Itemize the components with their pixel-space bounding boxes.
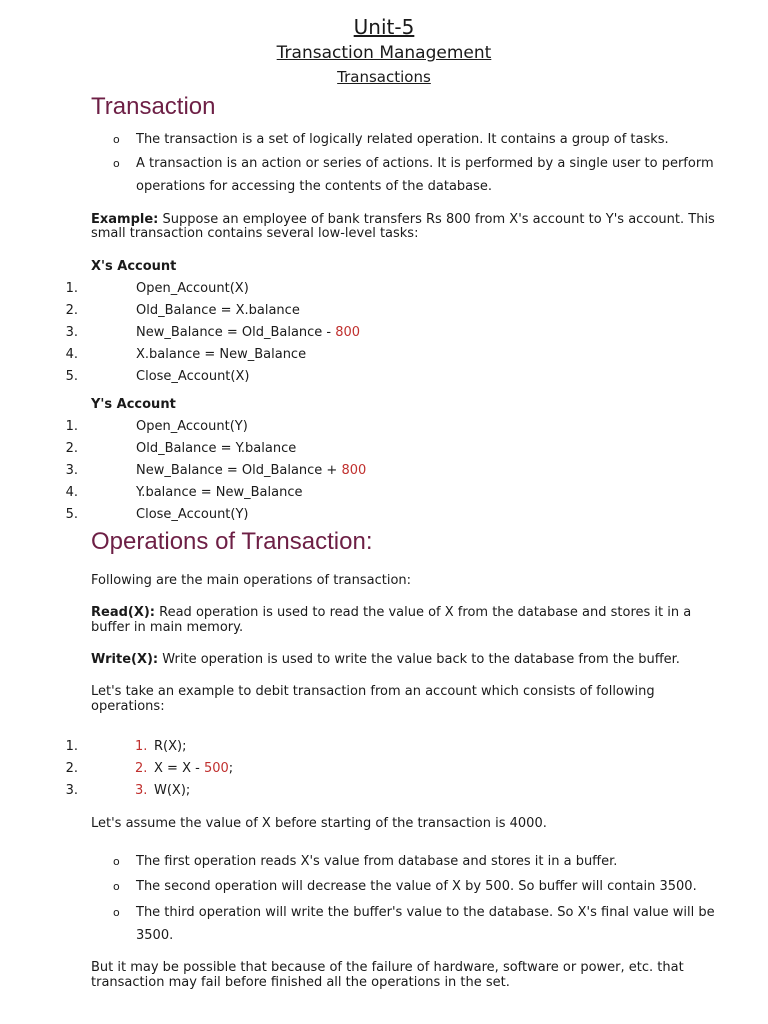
code-text: New_Balance = Old_Balance + <box>136 463 342 478</box>
example-debit-text-continued: operations: <box>91 699 165 714</box>
line-number: 3. <box>65 783 78 798</box>
bullet-marker: o <box>113 880 120 893</box>
example-debit-text: Let's take an example to debit transaction from an account which consists of following <box>91 684 655 699</box>
read-text: Read operation is used to read the value of X from the database and stores it in a <box>155 605 692 620</box>
code-line <box>136 369 249 384</box>
operation-text: X = X - <box>154 761 204 776</box>
bullet-text: The first operation reads X's value from database and stores it in a buffer. <box>136 854 618 869</box>
read-label: Read(X): <box>91 605 156 620</box>
bullet-text: A transaction is an action or series of actions. It is performed by a single user to perform <box>136 156 714 171</box>
line-number: 5. <box>65 369 78 384</box>
code-line <box>136 281 249 296</box>
code-line <box>136 441 296 456</box>
code-line <box>136 303 300 318</box>
operation-text: W(X); <box>154 783 191 798</box>
bullet-text-continued: operations for accessing the contents of the database. <box>136 179 493 194</box>
code-line <box>136 419 248 434</box>
line-number: 3. <box>65 463 78 478</box>
example-label: Example: <box>91 212 159 227</box>
read-paragraph <box>91 605 691 620</box>
code-text: Close_Account(X) <box>136 369 250 384</box>
code-text: Open_Account(X) <box>136 281 249 296</box>
line-number: 2. <box>65 441 78 456</box>
code-line <box>136 347 306 362</box>
bullet-text: The third operation will write the buffer's value to the database. So X's final value will be <box>136 905 715 920</box>
line-number: 4. <box>65 485 78 500</box>
bullet-marker: o <box>113 133 120 146</box>
inner-step-number: 1. <box>135 739 148 754</box>
inner-step-number: 2. <box>135 761 148 776</box>
bullet-text: The second operation will decrease the value of X by 500. So buffer will contain 3500. <box>136 879 697 894</box>
example-text-continued: small transaction contains several low-level tasks: <box>91 226 419 241</box>
code-line <box>136 325 360 340</box>
line-number: 2. <box>65 761 78 776</box>
write-label: Write(X): <box>91 652 159 667</box>
section-title-operations: Operations of Transaction: <box>91 528 373 555</box>
example-text: Suppose an employee of bank transfers Rs 800 from X's account to Y's account. This <box>158 212 715 227</box>
read-text-continued: buffer in main memory. <box>91 620 244 635</box>
write-paragraph <box>91 652 680 667</box>
topic-title: Transactions <box>337 68 431 86</box>
example-paragraph <box>91 212 715 227</box>
bullet-marker: o <box>113 157 120 170</box>
operation-line <box>154 783 190 798</box>
operation-text: R(X); <box>154 739 187 754</box>
bullet-text: The transaction is a set of logically related operation. It contains a group of tasks. <box>136 132 669 147</box>
code-text: Open_Account(Y) <box>136 419 248 434</box>
line-number: 5. <box>65 507 78 522</box>
operation-tail: ; <box>228 761 234 776</box>
write-text: Write operation is used to write the value back to the database from the buffer. <box>158 652 680 667</box>
operation-number-highlight: 500 <box>203 761 229 776</box>
line-number: 1. <box>65 739 78 754</box>
line-number: 1. <box>65 281 78 296</box>
line-number: 3. <box>65 325 78 340</box>
y-account-title: Y's Account <box>91 397 176 412</box>
code-text: Old_Balance = Y.balance <box>136 441 297 456</box>
code-text: X.balance = New_Balance <box>136 347 307 362</box>
inner-step-number: 3. <box>135 783 148 798</box>
assume-text: Let's assume the value of X before starting of the transaction is 4000. <box>91 816 547 831</box>
code-text: Close_Account(Y) <box>136 507 249 522</box>
bullet-marker: o <box>113 855 120 868</box>
bullet-text-continued: 3500. <box>136 928 174 943</box>
failure-text-continued: transaction may fail before finished all the operations in the set. <box>91 975 510 990</box>
code-text: Y.balance = New_Balance <box>136 485 303 500</box>
code-number-highlight: 800 <box>335 325 361 340</box>
code-text: Old_Balance = X.balance <box>136 303 300 318</box>
operation-line <box>154 761 233 776</box>
line-number: 1. <box>65 419 78 434</box>
operations-intro: Following are the main operations of transaction: <box>91 573 412 588</box>
line-number: 2. <box>65 303 78 318</box>
failure-text: But it may be possible that because of the failure of hardware, software or power, etc. that <box>91 960 684 975</box>
operation-line <box>154 739 186 754</box>
code-line <box>136 507 249 522</box>
code-line <box>136 485 302 500</box>
x-account-title: X's Account <box>91 259 177 274</box>
line-number: 4. <box>65 347 78 362</box>
unit-title: Unit-5 <box>353 15 415 39</box>
section-title-transaction: Transaction <box>91 93 216 120</box>
code-text: New_Balance = Old_Balance - <box>136 325 336 340</box>
subject-title: Transaction Management <box>276 43 492 63</box>
code-line <box>136 463 366 478</box>
code-number-highlight: 800 <box>341 463 367 478</box>
bullet-marker: o <box>113 906 120 919</box>
